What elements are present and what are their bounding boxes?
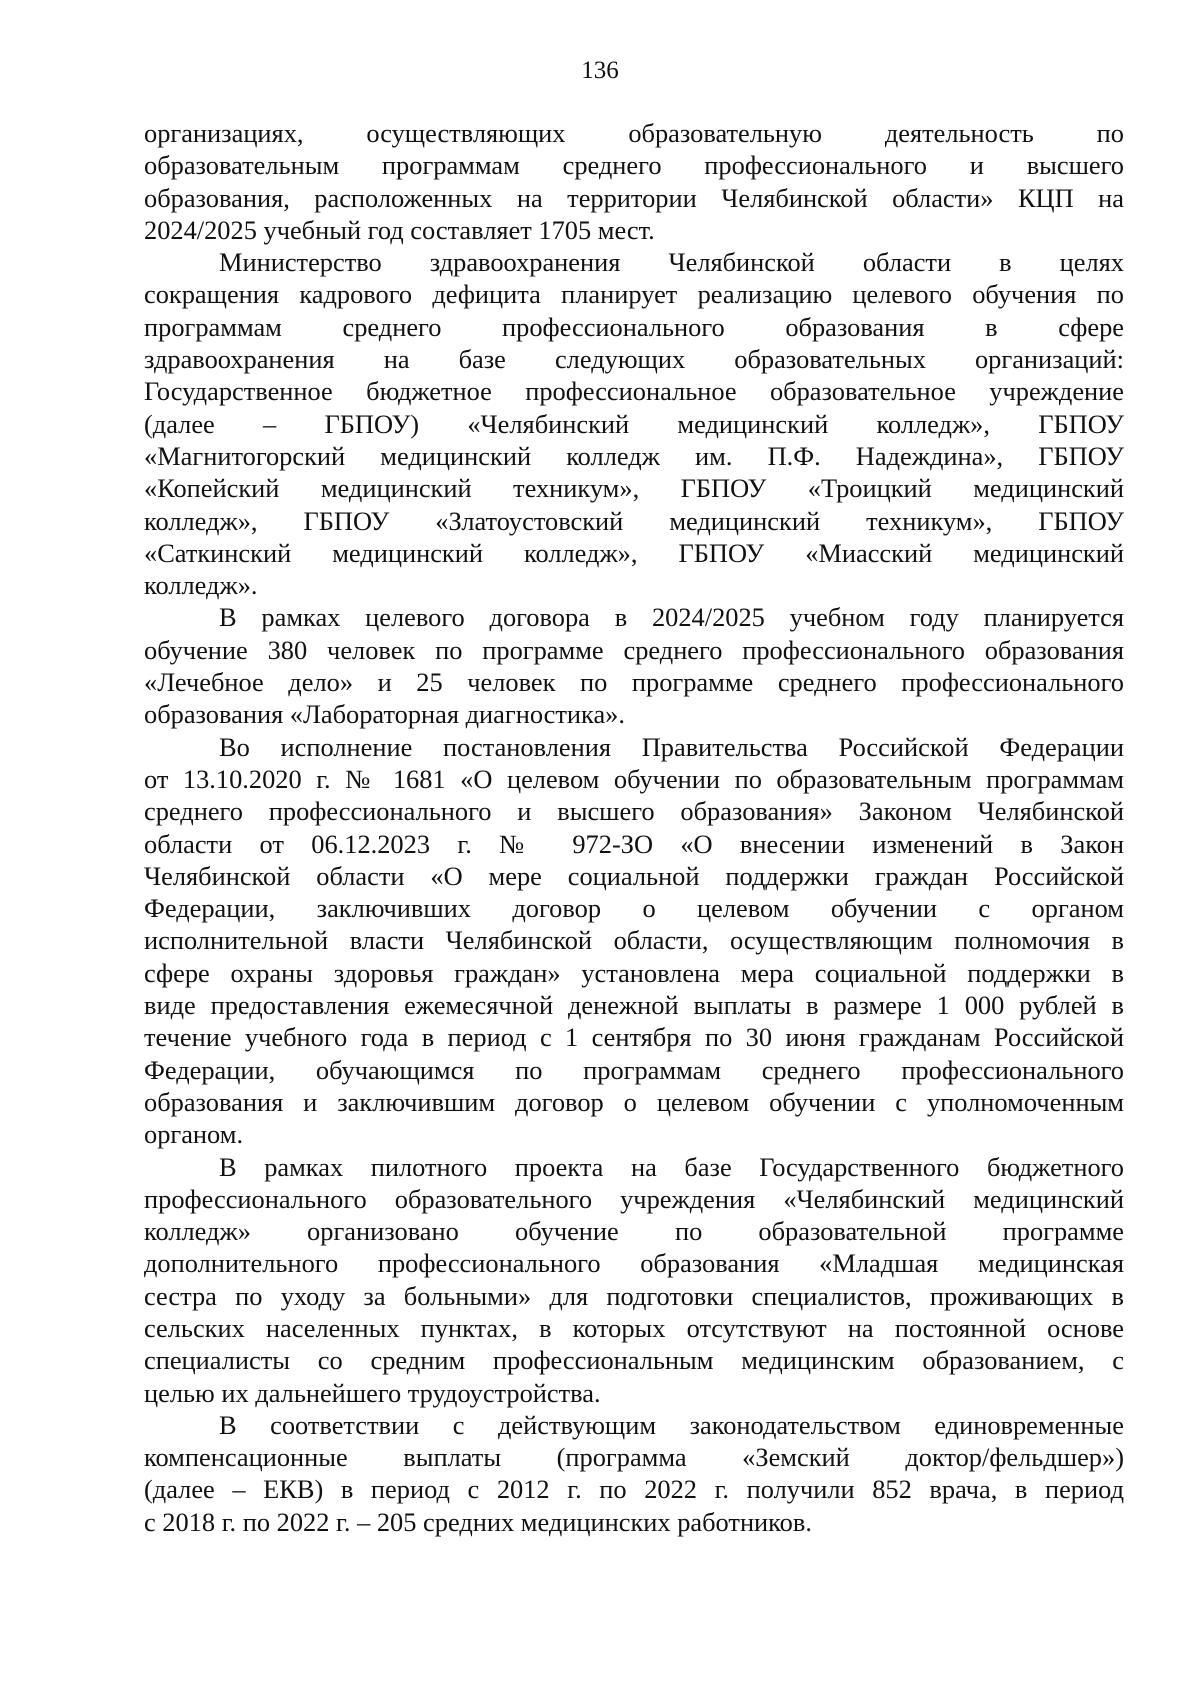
line-text: организациях, осуществляющих образовательную деятельность по bbox=[144, 118, 1124, 148]
line-text: «Лечебное дело» и 25 человек по программе среднего профессионального bbox=[144, 667, 1124, 698]
page-number: 136 bbox=[581, 57, 619, 84]
paragraph-first-line bbox=[144, 1151, 1124, 1183]
line-text: сельских населенных пунктах, в которых отсутствуют на постоянной основе bbox=[144, 1312, 1124, 1343]
text-line bbox=[144, 214, 1124, 246]
line-text: В рамках пилотного проекта на базе Государственного бюджетного bbox=[219, 1151, 1124, 1182]
line-text: образовательным программам среднего профессионального и высшего bbox=[144, 150, 1124, 181]
text-line bbox=[144, 537, 1124, 569]
text-line bbox=[144, 634, 1124, 666]
text-line bbox=[144, 795, 1124, 827]
line-text: образования, расположенных на территории Челябинской области» КЦП на bbox=[144, 182, 1124, 213]
text-line bbox=[144, 408, 1124, 440]
line-text: здравоохранения на базе следующих образовательных организаций: bbox=[144, 344, 1124, 375]
text-line bbox=[144, 1441, 1124, 1473]
paragraph-first-line bbox=[144, 1409, 1124, 1441]
text-line bbox=[144, 860, 1124, 892]
text-line bbox=[144, 1021, 1124, 1053]
line-text: с 2018 г. по 2022 г. – 205 средних медицинских работников. bbox=[144, 1506, 812, 1537]
text-line bbox=[144, 1183, 1124, 1215]
text-line bbox=[144, 1054, 1124, 1086]
text-line bbox=[144, 989, 1124, 1021]
line-text: органом. bbox=[144, 1119, 244, 1150]
line-text: области от 06.12.2023 г. № 972-ЗО «О внесении изменений в Закон bbox=[144, 828, 1124, 859]
text-line bbox=[144, 892, 1124, 924]
text-line bbox=[144, 117, 1124, 149]
text-line bbox=[144, 924, 1124, 956]
line-text: обучение 380 человек по программе среднего профессионального образования bbox=[144, 634, 1124, 665]
text-line bbox=[144, 182, 1124, 214]
line-text: 2024/2025 учебный год составляет 1705 мест. bbox=[144, 214, 655, 245]
line-text: Федерации, заключивших договор о целевом обучении с органом bbox=[144, 893, 1124, 924]
text-line bbox=[144, 957, 1124, 989]
text-line bbox=[144, 440, 1124, 472]
line-text: дополнительного профессионального образования «Младшая медицинская bbox=[144, 1248, 1124, 1279]
line-text: «Магнитогорский медицинский колледж им. П.Ф. Надеждина», ГБПОУ bbox=[144, 440, 1124, 471]
text-line bbox=[144, 1247, 1124, 1279]
text-line bbox=[144, 1506, 1124, 1538]
text-line bbox=[144, 505, 1124, 537]
text-line bbox=[144, 569, 1124, 601]
text-line bbox=[144, 666, 1124, 698]
line-text: течение учебного года в период с 1 сентября по 30 июня гражданам Российской bbox=[144, 1022, 1124, 1053]
line-text: среднего профессионального и высшего образования» Законом Челябинской bbox=[144, 796, 1124, 827]
text-line bbox=[144, 1473, 1124, 1505]
paragraph-first-line bbox=[144, 601, 1124, 633]
line-text: исполнительной власти Челябинской области, осуществляющим полномочия в bbox=[144, 925, 1124, 956]
text-line bbox=[144, 1377, 1124, 1409]
text-line bbox=[144, 763, 1124, 795]
line-text: компенсационные выплаты (программа «Земский доктор/фельдшер») bbox=[144, 1442, 1124, 1473]
line-text: образования и заключившим договор о целевом обучении с уполномоченным bbox=[144, 1086, 1124, 1117]
text-line bbox=[144, 828, 1124, 860]
line-text: образования «Лабораторная диагностика». bbox=[144, 699, 625, 730]
line-text: сестра по уходу за больными» для подготовки специалистов, проживающих в bbox=[144, 1280, 1124, 1311]
line-text: Челябинской области «О мере социальной поддержки граждан Российской bbox=[144, 860, 1124, 891]
text-line bbox=[144, 698, 1124, 730]
line-text: (далее – ГБПОУ) «Челябинский медицинский колледж», ГБПОУ bbox=[144, 408, 1124, 439]
line-text: В соответствии с действующим законодательством единовременные bbox=[219, 1409, 1124, 1440]
line-text: сфере охраны здоровья граждан» установлена мера социальной поддержки в bbox=[144, 957, 1124, 988]
text-line bbox=[144, 343, 1124, 375]
line-text: программам среднего профессионального образования в сфере bbox=[144, 311, 1124, 342]
line-text: виде предоставления ежемесячной денежной выплаты в размере 1 000 рублей в bbox=[144, 990, 1124, 1021]
line-text: колледж», ГБПОУ «Златоустовский медицинский техникум», ГБПОУ bbox=[144, 505, 1124, 536]
line-text: (далее – ЕКВ) в период с 2012 г. по 2022 г. получили 852 врача, в период bbox=[144, 1474, 1124, 1505]
text-line bbox=[144, 375, 1124, 407]
line-text: от 13.10.2020 г. № 1681 «О целевом обучении по образовательным программам bbox=[144, 763, 1124, 794]
line-text: В рамках целевого договора в 2024/2025 учебном году планируется bbox=[219, 602, 1124, 633]
text-line bbox=[144, 1118, 1124, 1150]
line-text: колледж» организовано обучение по образовательной программе bbox=[144, 1216, 1124, 1247]
paragraph-first-line bbox=[144, 731, 1124, 763]
line-text: «Саткинский медицинский колледж», ГБПОУ «Миасский медицинский bbox=[144, 537, 1124, 568]
text-line bbox=[144, 278, 1124, 310]
line-text: специалисты со средним профессиональным медицинским образованием, с bbox=[144, 1345, 1124, 1376]
line-text: «Копейский медицинский техникум», ГБПОУ «Троицкий медицинский bbox=[144, 473, 1124, 504]
document-body bbox=[144, 117, 1124, 1538]
line-text: Федерации, обучающимся по программам среднего профессионального bbox=[144, 1054, 1124, 1085]
paragraph-first-line bbox=[144, 246, 1124, 278]
line-text: Государственное бюджетное профессиональное образовательное учреждение bbox=[144, 376, 1124, 407]
line-text: Министерство здравоохранения Челябинской области в целях bbox=[219, 247, 1124, 278]
line-text: колледж». bbox=[144, 570, 258, 601]
line-text: профессионального образовательного учреждения «Челябинский медицинский bbox=[144, 1183, 1124, 1214]
line-text: сокращения кадрового дефицита планирует реализацию целевого обучения по bbox=[144, 279, 1124, 310]
text-line bbox=[144, 1215, 1124, 1247]
text-line bbox=[144, 1280, 1124, 1312]
text-line bbox=[144, 149, 1124, 181]
line-text: целью их дальнейшего трудоустройства. bbox=[144, 1377, 601, 1408]
text-line bbox=[144, 1344, 1124, 1376]
text-line bbox=[144, 472, 1124, 504]
text-line bbox=[144, 311, 1124, 343]
text-line bbox=[144, 1086, 1124, 1118]
line-text: Во исполнение постановления Правительства Российской Федерации bbox=[219, 731, 1124, 762]
text-line bbox=[144, 1312, 1124, 1344]
